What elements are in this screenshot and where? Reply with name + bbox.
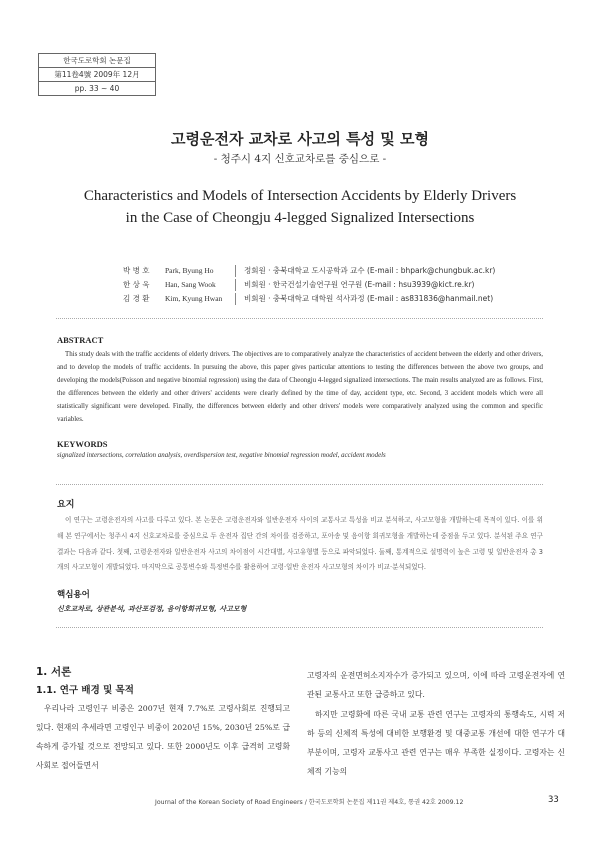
body-text-left: 우리나라 고령인구 비중은 2007년 현재 7.7%로 고령사회로 진행되고 있다. 현재의 추세라면 고령인구 비중이 2020년 15%, 2030년 25%로 급속하게 증가될 것으로 전망되고 있다. 또한 2000년도 이후 급격히 고령화 사회로 접어들면서 bbox=[36, 704, 290, 770]
keywords-heading: KEYWORDS bbox=[57, 439, 108, 449]
body-text-right bbox=[307, 666, 565, 782]
author-name-ko: 김 경 환 bbox=[123, 294, 150, 303]
journal-name: 한국도로학회 논문집 bbox=[39, 54, 155, 68]
abstract-text: This study deals with the traffic accidents of elderly drivers. The objectives are to comparatively analyze the characteristics of accident between the elderly and other drivers, and to develop the models of traffic accidents. In pursuing the above, this paper gives particular attentions to testing the differences between the above two groups, and developing the models(Poisson and negative binomial regression) using the data of Cheongju 4-legged signalized intersections. The main results analyzed are as follows. First, the differences between the elderly and other drivers' accidents were clearly defined by the time of day, accident type, etc. Second, 3 accident models which were all statistically significant were developed. Finally, the differences between elderly and other drivers' models were comparatively analyzed using the common and specific variables. bbox=[57, 351, 543, 424]
yoji-text: 이 연구는 고령운전자의 사고를 다루고 있다. 본 논문은 고령운전자와 일반운전자 사이의 교통사고 특성을 비교 분석하고, 사고모형을 개발하는데 목적이 있다. 이를 위해 본 연구에서는 청주시 4지 신호교차로를 중심으로 두 운전자 집단 간의 차이를 검증하고, 포아송 및 음이항 회귀모형을 개발하는데 중점을 두고 있다. 분석된 주요 연구결과는 다음과 같다. 첫째, 고령운전자와 일반운전자 사고의 차이점이 시간대별, 사고유형별 등으로 파악되었다. 둘째, 통계적으로 설명력이 높은 고령 및 일반운전자 총 3개의 사고모형이 개발되었다. 마지막으로 공통변수와 특정변수를 활용하여 고령·일반 운전자 사고모형의 차이가 비교·분석되었다. bbox=[57, 516, 543, 572]
author-row bbox=[123, 292, 495, 306]
divider bbox=[56, 484, 543, 485]
author-name-en: Park, Byung Ho bbox=[165, 266, 214, 275]
author-affiliation: 비회원 · 한국건설기술연구원 연구원 (E-mail : hsu3939@kict.re.kr) bbox=[244, 280, 475, 289]
author-row bbox=[123, 278, 495, 292]
section-heading: 1. 서론 bbox=[36, 666, 72, 678]
journal-volume: 第11卷4號 2009年 12月 bbox=[39, 68, 155, 82]
author-name-en: Kim, Kyung Hwan bbox=[165, 294, 223, 303]
divider bbox=[56, 318, 543, 319]
keywords-ko-heading: 핵심용어 bbox=[57, 590, 90, 600]
paper-title-ko: 고령운전자 교차로 사고의 특성 및 모형 bbox=[171, 130, 429, 148]
author-divider bbox=[235, 293, 236, 305]
divider bbox=[56, 627, 543, 628]
paper-title-en bbox=[0, 185, 600, 229]
paper-subtitle-ko: - 청주시 4지 신호교차로를 중심으로 - bbox=[213, 153, 387, 165]
journal-info-box bbox=[38, 53, 156, 96]
body-paragraph: 하지만 고령화에 따른 국내 교통 관련 연구는 고령자의 통행속도, 시력 저하 등의 신체적 특성에 대비한 보행환경 및 대중교통 개선에 대한 연구가 대부분이며, 고령자 교통사고 관련 연구는 매우 부족한 실정이다. 고령자는 신체적 기능의 bbox=[307, 709, 565, 777]
author-row bbox=[123, 264, 495, 278]
paper-title-en-line2: in the Case of Cheongju 4-legged Signalized Intersections bbox=[125, 210, 475, 226]
subsection-heading: 1.1. 연구 배경 및 목적 bbox=[36, 685, 134, 696]
author-name-ko: 박 병 호 bbox=[123, 266, 150, 275]
keywords-text: signalized intersections, correlation analysis, overdispersion test, negative binomial regression model, accident models bbox=[57, 452, 386, 459]
author-divider bbox=[235, 265, 236, 277]
author-name-ko: 한 상 욱 bbox=[123, 280, 150, 289]
abstract-heading: ABSTRACT bbox=[57, 335, 104, 345]
author-list bbox=[123, 264, 495, 306]
author-name-en: Han, Sang Wook bbox=[165, 280, 216, 289]
footer-text: Journal of the Korean Society of Road Engineers / 한국도로학회 논문집 제11권 제4호, 통권 42호 2009.12 bbox=[155, 799, 464, 806]
author-affiliation: 정회원 · 충북대학교 도시공학과 교수 (E-mail : bhpark@chungbuk.ac.kr) bbox=[244, 266, 496, 275]
body-paragraph: 고령자의 운전면허소지자수가 증가되고 있으며, 이에 따라 고령운전자에 연관된 교통사고 또한 급증하고 있다. bbox=[307, 671, 565, 700]
journal-pages: pp. 33 ~ 40 bbox=[74, 84, 120, 93]
yoji-heading: 요지 bbox=[57, 500, 75, 510]
page-number: 33 bbox=[548, 795, 559, 805]
author-divider bbox=[235, 279, 236, 291]
keywords-ko-text: 신호교차로, 상관분석, 과산포검정, 음이항회귀모형, 사고모형 bbox=[57, 605, 247, 613]
paper-title-en-line1: Characteristics and Models of Intersection Accidents by Elderly Drivers bbox=[83, 188, 517, 204]
author-affiliation: 비회원 · 충북대학교 대학원 석사과정 (E-mail : as831836@hanmail.net) bbox=[244, 294, 494, 303]
